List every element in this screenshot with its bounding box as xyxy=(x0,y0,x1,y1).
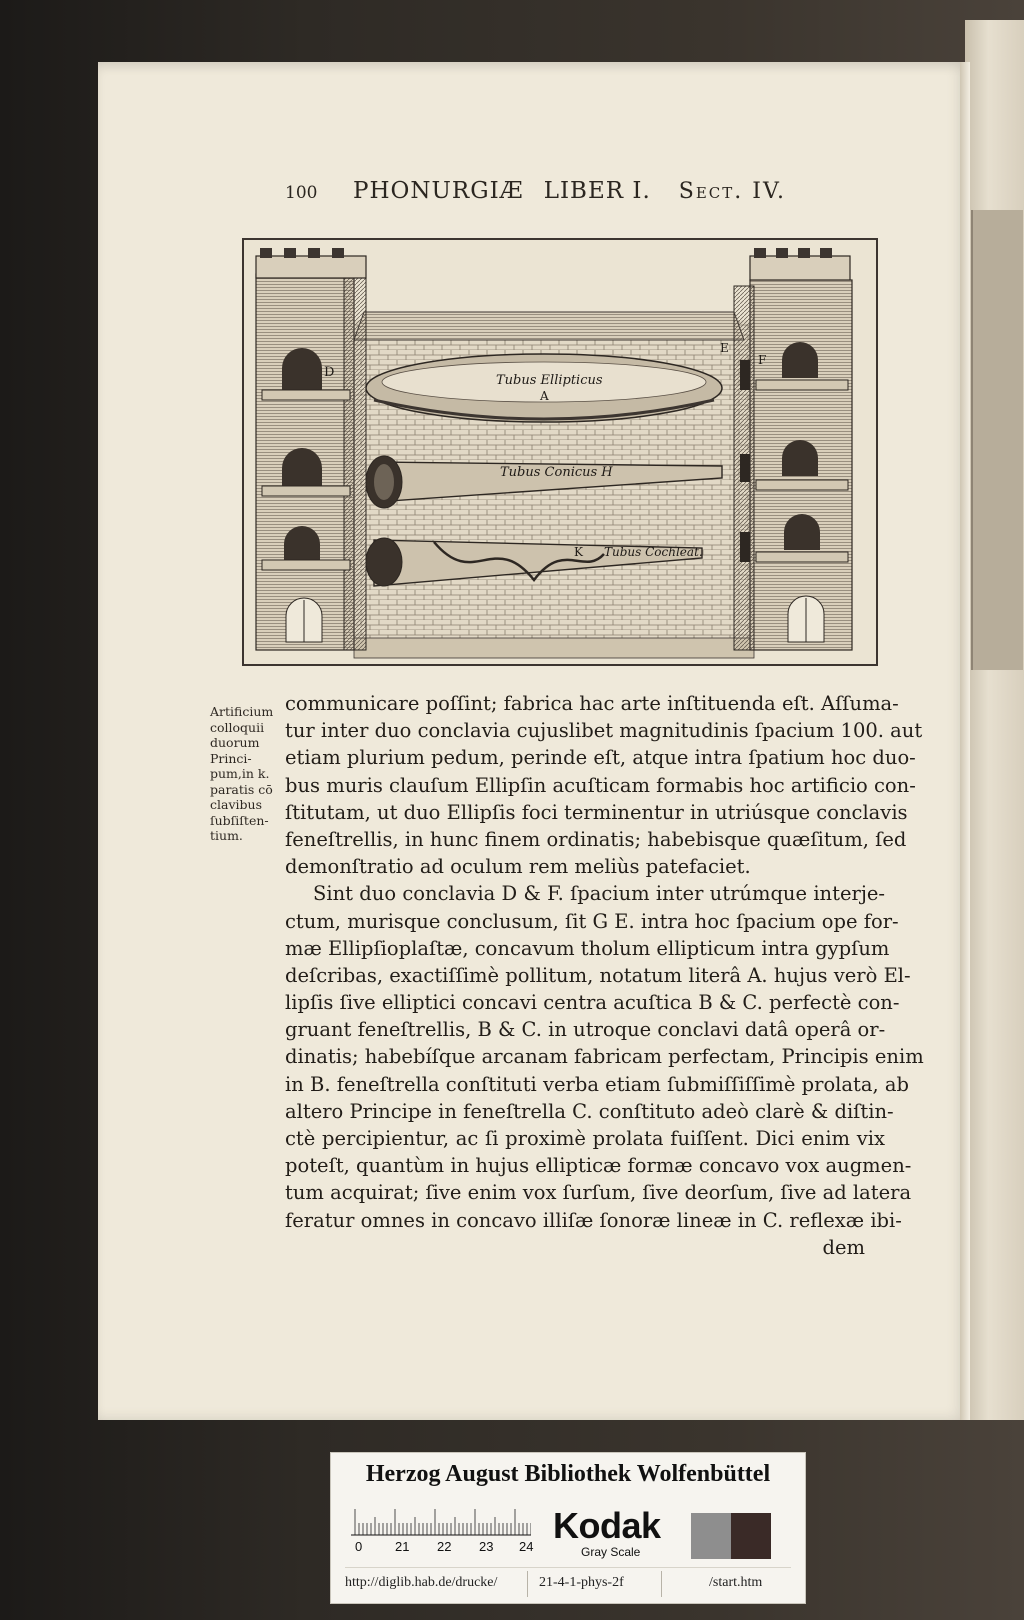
tube-elliptical xyxy=(366,354,722,422)
margin-note-line: Artificium xyxy=(210,704,274,719)
page-number: 100 xyxy=(285,183,318,203)
label-letter-e: E xyxy=(720,341,729,355)
margin-note-line: Princi- xyxy=(210,750,252,766)
ruler-numbers xyxy=(351,1539,541,1557)
text-line: altero Principe in feneſtrella C. conſtituto adeò clarè & diſtin- xyxy=(285,1099,894,1123)
text-line: Sint duo conclavia D & F. ſpacium inter utrúmque interje- xyxy=(313,882,885,906)
text-line: ctum, murisque conclusum, ſit G E. intra hoc ſpacium ope for- xyxy=(285,909,899,933)
body-text xyxy=(285,690,924,1261)
ruler-number: 23 xyxy=(479,1539,494,1554)
ruler-scale xyxy=(351,1505,531,1537)
engraving-plate xyxy=(242,238,878,666)
text-line: etiam plurium pedum, perinde eſt, atque intra ſpatium hoc duo- xyxy=(285,746,916,770)
text-line: ctè percipientur, ac ſi proximè prolata fuiſſent. Dici enim vix xyxy=(285,1127,885,1150)
book-liber: LIBER I. xyxy=(543,178,651,204)
running-head xyxy=(285,178,825,214)
margin-note-line: duorum xyxy=(210,735,260,750)
label-tube-spiral: Tubus Cochleat. xyxy=(604,545,703,559)
library-name: Herzog August Bibliothek Wolfenbüttel xyxy=(365,1461,771,1487)
text-line: lipſis ſive elliptici concavi centra acuſtica B & C. perfectè con- xyxy=(285,991,900,1015)
text-line: deſcribas, exactiſſimè pollitum, notatum literâ A. hujus verò El- xyxy=(285,963,911,987)
left-tower xyxy=(256,248,366,650)
text-line: demonſtratio ad oculum rem meliùs patefaciet. xyxy=(285,855,751,879)
ruler-number: 21 xyxy=(395,1539,410,1554)
adjacent-page-edge xyxy=(965,20,1024,1420)
text-line: mæ Ellipſioplaſtæ, concavum tholum ellipticum intra gypſum xyxy=(285,936,890,960)
text-line: bus muris clauſum Ellipſin acuſticam formabis hoc artificio con- xyxy=(285,773,916,797)
label-letter-k: K xyxy=(574,545,583,559)
label-tube-conical: Tubus Conicus H xyxy=(500,465,613,480)
gray-swatch xyxy=(691,1513,731,1559)
margin-note xyxy=(210,704,284,844)
book-section: Sect. IV. xyxy=(678,179,786,204)
url-divider xyxy=(527,1571,528,1597)
url-part-id: 21-4-1-phys-2f xyxy=(539,1575,624,1590)
text-line: poteſt, quantùm in hujus ellipticæ formæ concavo vox augmen- xyxy=(285,1154,912,1178)
text-line: feratur omnes in concavo illiſæ ſonoræ lineæ in C. reflexæ ibi- xyxy=(285,1208,902,1232)
engraving-illustration xyxy=(244,240,876,664)
label-letter-a: A xyxy=(540,389,549,403)
label-letter-d: D xyxy=(324,365,335,380)
text-line: in B. feneſtrella conſtituti verba etiam ſubmiſſiſſimè prolata, ab xyxy=(285,1072,910,1096)
dark-swatch xyxy=(731,1513,771,1559)
margin-note-line: colloquii xyxy=(210,719,265,735)
library-target-card xyxy=(330,1452,806,1604)
text-line: gruant feneſtrellis, B & C. in utroque conclavi datâ operâ or- xyxy=(285,1018,886,1042)
text-line: communicare poſſint; fabrica hac arte inſtituenda eſt. Aſſuma- xyxy=(285,692,899,715)
kodak-logo xyxy=(553,1505,673,1561)
url-divider xyxy=(661,1571,662,1597)
text-line: dinatis; habebíſque arcanam fabricam perfectam, Principis enim xyxy=(285,1045,924,1069)
text-line: feneſtrellis, in hunc finem ordinatis; habebisque quæſitum, ſed xyxy=(285,827,907,851)
label-tube-elliptical: Tubus Ellipticus xyxy=(496,373,603,388)
page-gutter xyxy=(960,62,970,1420)
text-line: tur inter duo conclavia cujuslibet magnitudinis ſpacium 100. aut xyxy=(285,719,923,743)
label-letter-f: F xyxy=(758,353,767,367)
margin-note-line: tium. xyxy=(210,828,243,843)
margin-note-line: clavibus xyxy=(210,797,262,812)
adjacent-page-engraving xyxy=(971,210,1023,670)
margin-note-line: ſubſiſten- xyxy=(210,812,269,828)
kodak-brand: Kodak xyxy=(553,1505,661,1546)
ruler-number: 22 xyxy=(437,1539,452,1554)
kodak-subtitle: Gray Scale xyxy=(581,1545,641,1559)
margin-note-line: pum,in k. xyxy=(210,766,270,781)
text-line: ſtitutam, ut duo Ellipſis foci terminentur in utriúsque conclavis xyxy=(285,800,908,824)
ruler-number: 24 xyxy=(519,1539,534,1554)
margin-note-line: paratis cō xyxy=(210,781,273,797)
text-line: tum acquirat; ſive enim vox ſurſum, ſive deorſum, ſive ad latera xyxy=(285,1181,912,1205)
right-tower xyxy=(734,248,852,650)
ruler-number: 0 xyxy=(355,1539,363,1554)
card-divider xyxy=(345,1567,791,1568)
catchword: dem xyxy=(822,1235,865,1259)
book-title: PHONURGIÆ xyxy=(353,178,524,204)
url-part-page: /start.htm xyxy=(709,1575,763,1590)
url-part-base: http://diglib.hab.de/drucke/ xyxy=(345,1575,498,1590)
